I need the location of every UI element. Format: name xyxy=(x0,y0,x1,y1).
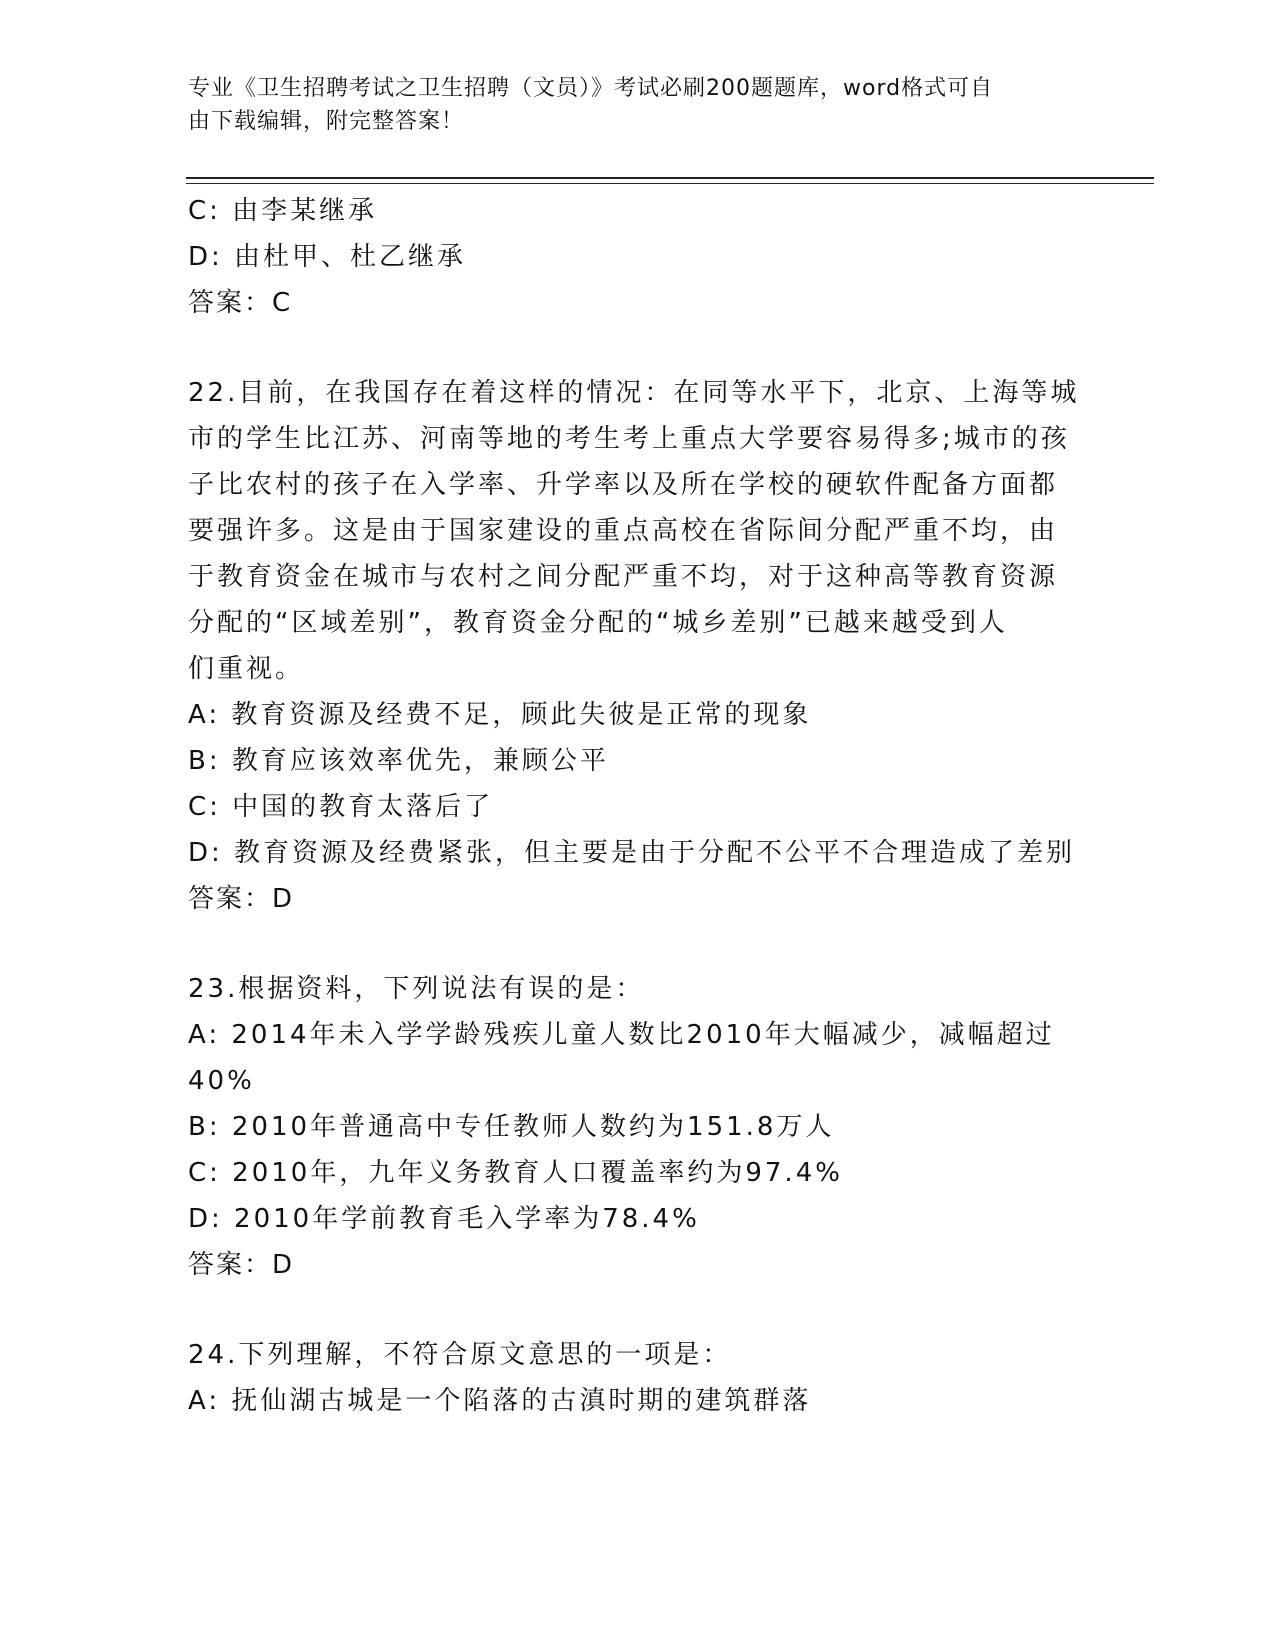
answer-label: 答案： xyxy=(188,288,273,318)
question-stem-line: 24.下列理解，不符合原文意思的一项是： xyxy=(188,1340,732,1370)
option-a: A: 教育资源及经费不足，顾此失彼是正常的现象 xyxy=(188,700,812,730)
header-line-2: 由下载编辑，附完整答案！ xyxy=(188,109,465,134)
option-a-continued: 40% xyxy=(188,1066,255,1096)
answer-label: 答案： xyxy=(188,1250,273,1280)
option-a: A: 抚仙湖古城是一个陷落的古滇时期的建筑群落 xyxy=(188,1386,812,1416)
answer-line xyxy=(188,876,1088,922)
option-d: D: 2010年学前教育毛入学率为78.4% xyxy=(188,1204,700,1234)
answer-label: 答案： xyxy=(188,884,273,914)
option-c: C: 由李某继承 xyxy=(188,196,378,226)
document-header xyxy=(188,72,1068,138)
option-d: D: 教育资源及经费紧张，但主要是由于分配不公平不合理造成了差别 xyxy=(188,838,1076,868)
header-divider-thick xyxy=(186,177,1154,179)
header-divider-thin xyxy=(186,183,1154,184)
question-stem-line: 们重视。 xyxy=(188,654,305,684)
option-b: B: 教育应该效率优先，兼顾公平 xyxy=(188,746,609,776)
question-stem-line: 子比农村的孩子在入学率、升学率以及所在学校的硬软件配备方面都 xyxy=(188,470,1059,500)
question-stem-line: 要强许多。这是由于国家建设的重点高校在省际间分配严重不均，由 xyxy=(188,516,1059,546)
option-c: C: 中国的教育太落后了 xyxy=(188,792,494,822)
answer-line xyxy=(188,280,1088,326)
question-24 xyxy=(188,1332,1088,1424)
question-stem-line: 22.目前，在我国存在着这样的情况：在同等水平下，北京、上海等城 xyxy=(188,378,1080,408)
question-21-tail xyxy=(188,188,1088,326)
question-content xyxy=(188,188,1088,1424)
question-stem-line: 市的学生比江苏、河南等地的考生考上重点大学要容易得多;城市的孩 xyxy=(188,424,1070,454)
answer-value: C xyxy=(272,288,292,318)
answer-value: D xyxy=(272,884,294,914)
question-22 xyxy=(188,370,1088,922)
answer-value: D xyxy=(272,1250,294,1280)
option-c: C: 2010年，九年义务教育人口覆盖率约为97.4% xyxy=(188,1158,843,1188)
option-b: B: 2010年普通高中专任教师人数约为151.8万人 xyxy=(188,1112,835,1142)
header-line-1: 专业《卫生招聘考试之卫生招聘（文员）》考试必刷200题题库，word格式可自 xyxy=(188,76,994,101)
option-d: D: 由杜甲、杜乙继承 xyxy=(188,242,467,272)
question-stem-line: 于教育资金在城市与农村之间分配严重不均，对于这种高等教育资源 xyxy=(188,562,1059,592)
question-23 xyxy=(188,966,1088,1288)
question-stem-line: 分配的“区域差别”，教育资金分配的“城乡差别”已越来越受到人 xyxy=(188,608,1008,638)
answer-line xyxy=(188,1242,1088,1288)
question-stem-line: 23.根据资料，下列说法有误的是： xyxy=(188,974,645,1004)
option-a: A: 2014年未入学学龄残疾儿童人数比2010年大幅减少，减幅超过 xyxy=(188,1020,1055,1050)
